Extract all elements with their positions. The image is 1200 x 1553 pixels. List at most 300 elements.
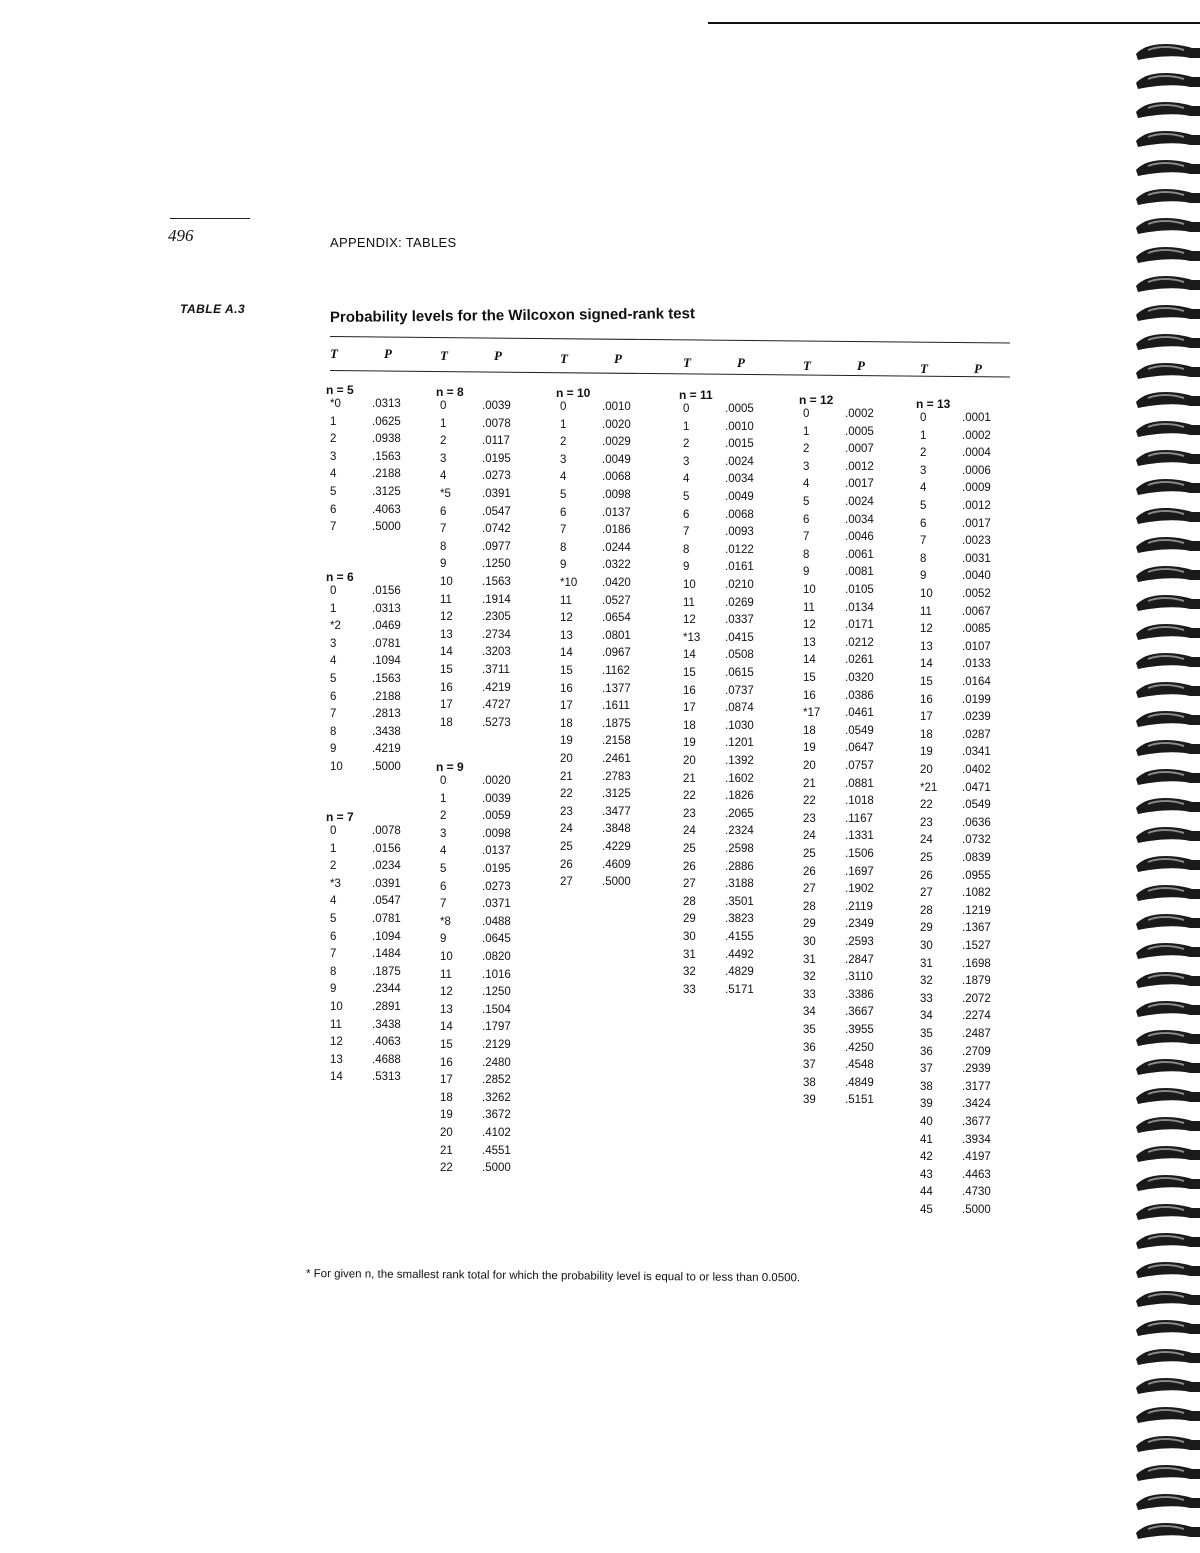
rank-total-T: 4	[803, 478, 810, 491]
probability-P: .0210	[725, 579, 754, 591]
rank-total-T: 10	[330, 1001, 343, 1013]
probability-P: .0508	[725, 649, 754, 662]
probability-P: .0195	[482, 863, 511, 875]
binding-coil	[1132, 736, 1200, 758]
probability-P: .5171	[725, 983, 754, 996]
rank-total-T: 0	[803, 408, 810, 420]
probability-P: .2324	[725, 825, 754, 838]
probability-P: .0320	[845, 672, 874, 684]
rank-total-T: 22	[803, 795, 816, 808]
probability-P: .1201	[725, 737, 754, 750]
probability-P: .3125	[602, 788, 631, 801]
rank-total-T: 22	[683, 790, 696, 803]
probability-P: .0007	[845, 443, 874, 456]
rank-total-T: 8	[803, 548, 810, 561]
rank-total-T: 16	[560, 682, 573, 695]
rank-total-T: 18	[440, 1091, 453, 1104]
rank-total-T: 8	[440, 540, 447, 553]
probability-P: .2119	[845, 900, 873, 913]
rank-total-T: 4	[440, 845, 447, 858]
top-edge-rule	[708, 22, 1200, 24]
rank-total-T: 21	[560, 770, 573, 783]
probability-P: .0199	[962, 693, 991, 706]
rank-total-T: 28	[803, 900, 816, 913]
probability-P: .0938	[372, 433, 401, 446]
probability-P: .4102	[482, 1127, 511, 1139]
probability-P: .4688	[372, 1053, 401, 1066]
binding-coil	[1132, 620, 1200, 642]
probability-P: .0820	[482, 951, 511, 963]
rank-total-T: 10	[803, 584, 816, 596]
probability-P: .0402	[962, 764, 991, 776]
binding-coil	[1132, 591, 1200, 613]
probability-P: .0391	[482, 488, 511, 500]
probability-P: .0031	[962, 552, 991, 565]
rank-total-T: 11	[330, 1018, 342, 1031]
probability-P: .0122	[725, 543, 754, 556]
probability-P: .0133	[962, 658, 991, 671]
rank-total-T: 33	[920, 992, 933, 1005]
rank-total-T: 0	[920, 412, 927, 424]
probability-P: .0186	[602, 524, 631, 537]
rank-total-T: 25	[560, 841, 573, 853]
probability-P: .0874	[725, 702, 754, 715]
binding-coil	[1132, 98, 1200, 120]
probability-P: .1392	[725, 755, 754, 767]
rank-total-T: 19	[803, 742, 816, 755]
sample-size-label: n = 7	[326, 810, 354, 824]
probability-P: .2487	[962, 1028, 991, 1040]
probability-P: .0654	[602, 612, 631, 625]
probability-P: .0061	[845, 548, 874, 561]
rank-total-T: 23	[683, 807, 696, 820]
probability-P: .0839	[962, 852, 991, 864]
rank-total-T: 3	[330, 450, 337, 463]
rank-total-T: 24	[683, 825, 696, 838]
probability-P: .1611	[602, 700, 630, 713]
rank-total-T: 23	[803, 812, 816, 825]
rank-total-T: 25	[683, 843, 696, 855]
probability-P: .0068	[602, 471, 631, 484]
probability-P: .5000	[962, 1204, 991, 1216]
probability-P: .0117	[482, 435, 510, 448]
rank-total-T: 32	[920, 975, 933, 988]
rank-total-T: 10	[920, 588, 933, 600]
probability-P: .0010	[725, 420, 754, 433]
rank-total-T: 6	[440, 505, 447, 518]
rank-total-T: 5	[920, 500, 927, 512]
probability-P: .0006	[962, 464, 991, 477]
running-head: APPENDIX: TABLES	[330, 235, 457, 250]
rank-total-T: 35	[920, 1028, 933, 1040]
probability-P: .2593	[845, 936, 874, 948]
probability-P: .0001	[962, 412, 991, 424]
header-P: P	[737, 355, 745, 370]
probability-P: .0801	[602, 629, 631, 642]
binding-coil	[1132, 1461, 1200, 1483]
probability-P: .0059	[482, 810, 511, 823]
probability-P: .0067	[962, 605, 991, 618]
probability-P: .3262	[482, 1091, 511, 1104]
rank-total-T: 14	[330, 1071, 343, 1084]
probability-P: .0273	[482, 880, 511, 893]
rank-total-T: 16	[920, 693, 933, 706]
probability-P: .3110	[845, 971, 873, 984]
probability-P: .0549	[962, 799, 991, 812]
rank-total-T: 42	[920, 1151, 933, 1164]
rank-total-T: 9	[560, 559, 567, 572]
rank-total-T: 33	[803, 988, 816, 1001]
header-T: T	[330, 346, 338, 361]
sample-size-label: n = 11	[679, 388, 713, 402]
rank-total-T: 13	[330, 1053, 343, 1066]
probability-P: .0625	[372, 415, 401, 428]
probability-P: .4063	[372, 503, 401, 516]
probability-P: .1094	[372, 930, 401, 943]
probability-P: .0391	[372, 877, 401, 890]
probability-P: .1016	[482, 968, 511, 981]
binding-coil	[1132, 1374, 1200, 1396]
probability-P: .3177	[962, 1080, 991, 1093]
rank-total-T: 10	[440, 576, 453, 588]
page-number-rule	[170, 218, 250, 219]
probability-P: .0386	[845, 689, 874, 702]
probability-P: .0645	[482, 933, 511, 946]
rank-total-T: *10	[560, 577, 578, 589]
rank-total-T: 6	[330, 690, 337, 703]
rank-total-T: 7	[330, 948, 337, 961]
binding-coil	[1132, 40, 1200, 62]
probability-P: .0171	[845, 619, 874, 632]
rank-total-T: 13	[920, 640, 933, 653]
rank-total-T: 36	[803, 1041, 816, 1054]
rank-total-T: 23	[560, 805, 573, 818]
rank-total-T: 5	[330, 486, 337, 498]
probability-P: .0020	[602, 418, 631, 431]
probability-P: .2072	[962, 992, 991, 1005]
rank-total-T: 0	[330, 825, 337, 837]
rank-total-T: 6	[683, 508, 690, 521]
probability-P: .4250	[845, 1041, 874, 1054]
probability-P: .2480	[482, 1056, 511, 1069]
rank-total-T: 38	[920, 1080, 933, 1093]
rank-total-T: 14	[683, 649, 696, 662]
rank-total-T: 5	[803, 496, 810, 508]
header-P: P	[384, 346, 392, 361]
probability-P: .4197	[962, 1151, 991, 1164]
rank-total-T: 7	[683, 526, 690, 539]
rank-total-T: 38	[803, 1076, 816, 1089]
rank-total-T: 1	[440, 792, 447, 805]
rank-total-T: 9	[920, 570, 927, 583]
rank-total-T: 12	[920, 623, 933, 636]
binding-coil	[1132, 301, 1200, 323]
probability-P: .0469	[372, 620, 401, 633]
probability-P: .0547	[372, 895, 401, 908]
rank-total-T: 7	[440, 898, 447, 911]
probability-P: .1602	[725, 772, 754, 785]
header-T: T	[803, 358, 811, 373]
binding-coil	[1132, 69, 1200, 91]
binding-coil	[1132, 1490, 1200, 1512]
probability-P: .2188	[372, 690, 401, 703]
rank-total-T: *17	[803, 707, 821, 720]
probability-P: .0015	[725, 438, 754, 451]
probability-P: .0049	[725, 491, 754, 503]
rank-total-T: *13	[683, 631, 701, 644]
rank-total-T: 16	[440, 1056, 453, 1069]
rank-total-T: 18	[803, 724, 816, 737]
probability-P: .1082	[962, 887, 991, 900]
rank-total-T: 27	[920, 887, 933, 900]
probability-P: .1250	[482, 558, 511, 571]
probability-P: .0034	[845, 513, 874, 526]
probability-P: .0017	[845, 478, 874, 491]
probability-P: .0161	[725, 561, 754, 574]
rank-total-T: 2	[330, 433, 337, 446]
probability-P: .5313	[372, 1071, 401, 1084]
probability-P: .0098	[602, 489, 631, 501]
rank-total-T: 31	[920, 957, 933, 970]
rank-total-T: 26	[920, 869, 933, 882]
rank-total-T: 21	[803, 777, 816, 790]
binding-coil	[1132, 533, 1200, 555]
rank-total-T: 34	[920, 1010, 933, 1023]
rank-total-T: 19	[560, 735, 573, 748]
rank-total-T: 4	[330, 655, 337, 668]
binding-coil	[1132, 649, 1200, 671]
probability-P: .0002	[962, 429, 991, 442]
binding-coil	[1132, 359, 1200, 381]
probability-P: .0039	[482, 400, 511, 412]
probability-P: .0527	[602, 594, 631, 607]
rank-total-T: 15	[440, 1039, 453, 1051]
rank-total-T: 11	[803, 601, 815, 614]
binding-coil	[1132, 1026, 1200, 1048]
probability-P: .1698	[962, 957, 991, 970]
rank-total-T: 0	[683, 403, 690, 415]
rank-total-T: 14	[440, 1021, 453, 1034]
rank-total-T: 11	[560, 594, 572, 607]
binding-coil	[1132, 562, 1200, 584]
rank-total-T: 23	[920, 816, 933, 829]
probability-P: .0955	[962, 869, 991, 882]
binding-coil	[1132, 1345, 1200, 1367]
probability-P: .0029	[602, 436, 631, 449]
rank-total-T: 39	[803, 1094, 816, 1107]
binding-coil	[1132, 1432, 1200, 1454]
probability-P: .4492	[725, 948, 754, 961]
rank-total-T: 2	[440, 435, 447, 448]
probability-P: .1697	[845, 865, 874, 878]
probability-P: .0156	[372, 842, 401, 855]
rank-total-T: 14	[803, 654, 816, 667]
rank-total-T: 17	[683, 702, 696, 715]
rank-total-T: 17	[440, 699, 453, 712]
probability-P: .0137	[602, 506, 631, 519]
rank-total-T: 19	[920, 746, 933, 759]
probability-P: .2847	[845, 953, 874, 966]
probability-P: .3386	[845, 988, 874, 1001]
rank-total-T: 5	[683, 491, 690, 503]
rank-total-T: 43	[920, 1168, 933, 1181]
binding-coil	[1132, 881, 1200, 903]
probability-P: .3711	[482, 664, 510, 676]
probability-P: .5151	[845, 1094, 874, 1107]
probability-P: .2598	[725, 843, 754, 855]
rank-total-T: 20	[440, 1127, 453, 1139]
rank-total-T: 4	[683, 473, 690, 486]
probability-P: .4609	[602, 858, 631, 871]
rank-total-T: 22	[440, 1162, 453, 1175]
rank-total-T: 15	[440, 664, 453, 676]
rank-total-T: 22	[560, 788, 573, 801]
rank-total-T: 16	[803, 689, 816, 702]
rank-total-T: 1	[440, 417, 447, 430]
probability-P: .1826	[725, 790, 754, 803]
probability-P: .0269	[725, 596, 754, 609]
rank-total-T: 29	[683, 913, 696, 926]
probability-P: .0420	[602, 577, 631, 589]
probability-P: .0781	[372, 913, 401, 925]
rank-total-T: 3	[683, 455, 690, 468]
rank-total-T: 21	[683, 772, 696, 785]
probability-P: .0488	[482, 915, 511, 928]
rank-total-T: 0	[560, 401, 567, 413]
probability-P: .1902	[845, 883, 874, 896]
probability-P: .2065	[725, 807, 754, 820]
rank-total-T: 18	[440, 716, 453, 729]
probability-P: .3672	[482, 1109, 511, 1122]
probability-P: .3934	[962, 1133, 991, 1146]
probability-P: .0164	[962, 676, 991, 688]
probability-P: .2709	[962, 1045, 991, 1058]
probability-P: .2886	[725, 860, 754, 873]
probability-P: .0012	[845, 460, 874, 473]
rank-total-T: 17	[440, 1074, 453, 1087]
rank-total-T: 27	[683, 878, 696, 891]
rank-total-T: 12	[440, 986, 453, 999]
rank-total-T: 0	[440, 775, 447, 787]
sample-size-label: n = 5	[326, 383, 354, 397]
probability-P: .3501	[725, 895, 754, 908]
probability-P: .0647	[845, 742, 874, 755]
rank-total-T: 27	[560, 876, 573, 889]
probability-P: .5000	[372, 761, 401, 773]
probability-P: .2158	[602, 735, 631, 748]
rank-total-T: 39	[920, 1098, 933, 1111]
rank-total-T: 12	[330, 1036, 343, 1049]
binding-coil	[1132, 272, 1200, 294]
probability-P: .5000	[482, 1162, 511, 1175]
rank-total-T: 8	[330, 725, 337, 738]
binding-coil	[1132, 330, 1200, 352]
header-P: P	[614, 351, 622, 366]
probability-P: .0273	[482, 470, 511, 483]
probability-P: .1506	[845, 848, 874, 860]
rank-total-T: 2	[683, 438, 690, 451]
rank-total-T: 11	[440, 968, 452, 981]
rank-total-T: 9	[330, 983, 337, 996]
rank-total-T: 32	[683, 966, 696, 979]
probability-P: .3677	[962, 1116, 991, 1128]
probability-P: .2344	[372, 983, 401, 996]
rank-total-T: 25	[920, 852, 933, 864]
rank-total-T: 29	[803, 918, 816, 931]
probability-P: .0137	[482, 845, 511, 858]
probability-P: .4229	[602, 841, 631, 853]
probability-P: .1167	[845, 812, 873, 825]
rank-total-T: 28	[920, 904, 933, 917]
rank-total-T: 3	[440, 827, 447, 840]
rank-total-T: 6	[330, 503, 337, 516]
rank-total-T: 14	[440, 646, 453, 659]
probability-P: .0004	[962, 447, 991, 460]
probability-P: .0636	[962, 816, 991, 829]
probability-P: .1094	[372, 655, 401, 668]
rank-total-T: 20	[803, 760, 816, 772]
probability-P: .0046	[845, 531, 874, 544]
binding-coil	[1132, 852, 1200, 874]
probability-P: .2939	[962, 1063, 991, 1076]
probability-P: .4463	[962, 1168, 991, 1181]
binding-coil	[1132, 388, 1200, 410]
rank-total-T: 12	[683, 614, 696, 627]
sample-size-label: n = 8	[436, 385, 464, 399]
rank-total-T: 19	[440, 1109, 453, 1122]
table-footnote: * For given n, the smallest rank total for which the probability level is equal to or less than 0.0500.	[305, 1268, 801, 1285]
rank-total-T: 4	[560, 471, 567, 484]
rank-total-T: 14	[560, 647, 573, 660]
probability-P: .3667	[845, 1006, 874, 1019]
rank-total-T: 12	[560, 612, 573, 625]
probability-P: .0105	[845, 584, 874, 596]
probability-P: .0757	[845, 760, 874, 772]
binding-coil	[1132, 1200, 1200, 1222]
probability-P: .4727	[482, 699, 511, 712]
rank-total-T: 17	[560, 700, 573, 713]
sample-size-label: n = 13	[916, 397, 951, 411]
rank-total-T: 26	[683, 860, 696, 873]
binding-coil	[1132, 794, 1200, 816]
rank-total-T: 8	[920, 552, 927, 565]
table-title: Probability levels for the Wilcoxon signed-rank test	[329, 305, 696, 326]
binding-coil	[1132, 475, 1200, 497]
probability-P: .2274	[962, 1010, 991, 1023]
rank-total-T: *0	[330, 398, 341, 410]
rank-total-T: 11	[440, 593, 452, 606]
rank-total-T: 9	[330, 743, 337, 756]
probability-P: .0010	[602, 401, 631, 413]
probability-P: .1914	[482, 593, 511, 606]
probability-P: .3188	[725, 878, 754, 891]
probability-P: .4548	[845, 1059, 874, 1072]
header-T: T	[440, 348, 448, 363]
rank-total-T: 29	[920, 922, 933, 935]
probability-P: .5000	[602, 876, 631, 889]
probability-P: .0068	[725, 508, 754, 521]
probability-P: .1250	[482, 986, 511, 999]
probability-P: .0017	[962, 517, 991, 530]
binding-coil	[1132, 1113, 1200, 1135]
probability-P: .0078	[482, 417, 511, 430]
rank-total-T: 8	[560, 541, 567, 554]
probability-P: .5273	[482, 716, 511, 729]
rank-total-T: 6	[440, 880, 447, 893]
probability-P: .1219	[962, 904, 991, 917]
header-P: P	[494, 348, 502, 363]
rank-total-T: 3	[920, 464, 927, 477]
